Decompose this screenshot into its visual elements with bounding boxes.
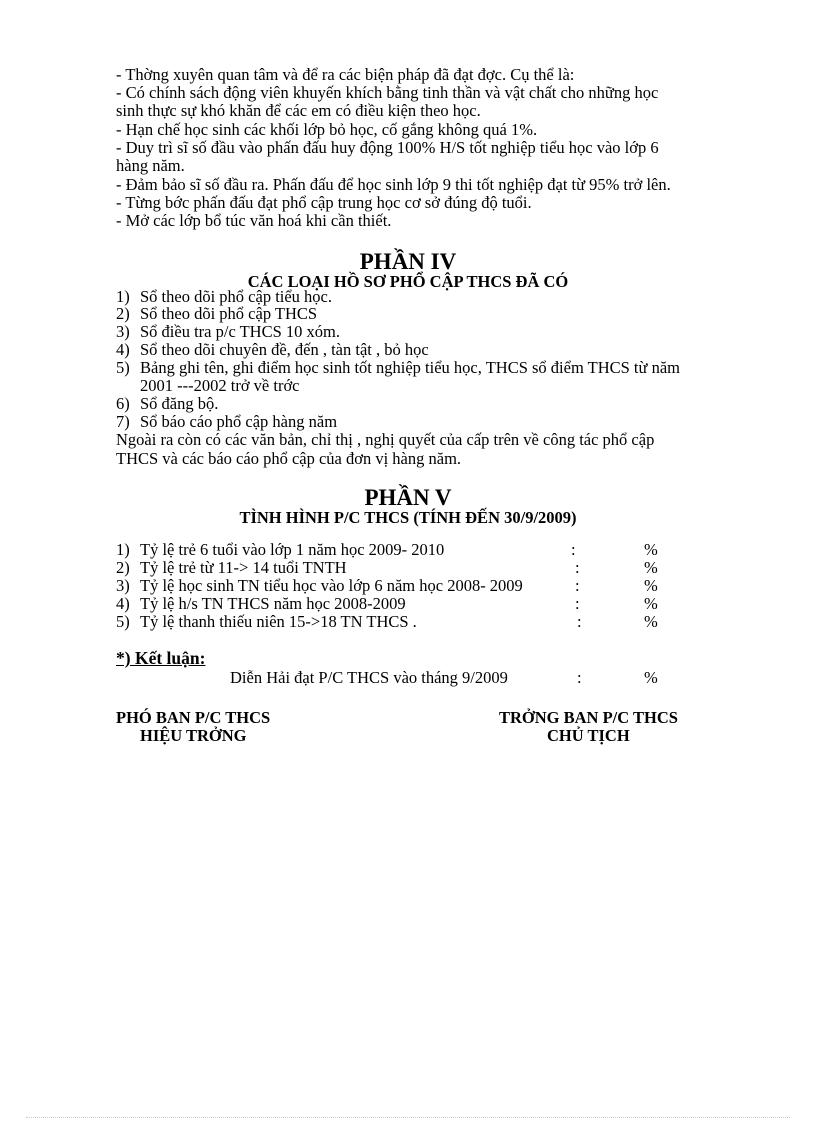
part5-item-3-percent: %	[644, 576, 658, 595]
page-bottom-border	[26, 1117, 790, 1118]
part5-item-3-text: Tỷ lệ học sinh TN tiểu học vào lớp 6 năm học 2008- 2009	[140, 576, 523, 595]
part5-item-1-text: Tỷ lệ trẻ 6 tuổi vào lớp 1 năm học 2009- 2010	[140, 540, 445, 559]
intro-line-3: sinh thực sự khó khăn để các em có điều kiện theo học.	[116, 101, 481, 120]
intro-line-9: - Mở các lớp bổ túc văn hoá khi cần thiết.	[116, 211, 392, 230]
intro-line-5: - Duy trì sĩ số đầu vào phấn đấu huy động 100% H/S tốt nghiệp tiểu học vào lớp 6	[116, 138, 659, 157]
part4-item-7-text: Sổ báo cáo phổ cập hàng năm	[140, 412, 338, 431]
part5-item-1-percent: %	[644, 540, 658, 559]
part5-item-2-number: 2)	[116, 558, 130, 577]
part5-item-1-colon: :	[571, 540, 576, 559]
part5-item-2-text: Tỷ lệ trẻ từ 11-> 14 tuổi TNTH	[140, 558, 347, 577]
intro-line-7: - Đảm bảo sĩ số đầu ra. Phấn đấu để học sinh lớp 9 thi tốt nghiệp đạt từ 95% trở lên.	[116, 175, 671, 194]
part5-item-2-colon: :	[575, 558, 580, 577]
intro-line-1: - Thờng xuyên quan tâm và để ra các biện pháp đã đạt đợc. Cụ thể là:	[116, 65, 575, 84]
conclusion-text: Diễn Hải đạt P/C THCS vào tháng 9/2009	[230, 668, 508, 687]
signature-right-role: CHỦ TỊCH	[547, 726, 630, 745]
part5-item-4-colon: :	[575, 594, 580, 613]
intro-line-8: - Từng bớc phấn đấu đạt phổ cập trung học cơ sở đúng độ tuổi.	[116, 193, 532, 212]
part4-item-5-number: 5)	[116, 358, 130, 377]
part4-item-5-text: Bảng ghi tên, ghi điểm học sinh tốt nghiệp tiểu học, THCS sổ điểm THCS từ năm	[140, 358, 680, 377]
part5-item-2-percent: %	[644, 558, 658, 577]
part4-item-2-text: Sổ theo dõi phổ cập THCS	[140, 304, 318, 323]
part5-item-4-number: 4)	[116, 594, 130, 613]
part5-item-5-percent: %	[644, 612, 658, 631]
part4-item-6-number: 6)	[116, 394, 130, 413]
part4-item-4-text: Sổ theo dõi chuyên đề, đến , tàn tật , bỏ học	[140, 340, 429, 359]
part5-item-4-text: Tỷ lệ h/s TN THCS năm học 2008-2009	[140, 594, 406, 613]
part4-item-4-number: 4)	[116, 340, 130, 359]
part4-item-1-number: 1)	[116, 287, 130, 306]
part5-subtitle: TÌNH HÌNH P/C THCS (TÍNH ĐẾN 30/9/2009)	[239, 508, 577, 527]
part4-item-1-text: Sổ theo dõi phổ cập tiểu học.	[140, 287, 333, 306]
part5-item-5-colon: :	[577, 612, 582, 631]
part5-item-5-number: 5)	[116, 612, 130, 631]
signature-right-title: TRỞNG BAN P/C THCS	[499, 708, 678, 727]
signature-left-title: PHÓ BAN P/C THCS	[116, 708, 271, 727]
part5-item-3-colon: :	[575, 576, 580, 595]
part5-item-4-percent: %	[644, 594, 658, 613]
intro-line-2: - Có chính sách động viên khuyến khích bằng tinh thần và vật chất cho những học	[116, 83, 659, 102]
intro-line-4: - Hạn chế học sinh các khối lớp bỏ học, cố gắng không quá 1%.	[116, 120, 538, 139]
part5-item-1-number: 1)	[116, 540, 130, 559]
part4-title: PHẦN IV	[359, 249, 457, 274]
part5-item-3-number: 3)	[116, 576, 130, 595]
part4-note-line-2: THCS và các báo cáo phổ cập của đơn vị hàng năm.	[116, 449, 462, 468]
part4-item-7-number: 7)	[116, 412, 130, 431]
part4-item-3-text: Sổ điều tra p/c THCS 10 xóm.	[140, 322, 340, 341]
signature-left-role: HIỆU TRỞNG	[140, 726, 247, 745]
conclusion-colon: :	[577, 668, 582, 687]
part4-note-line-1: Ngoài ra còn có các văn bản, chỉ thị , nghị quyết của cấp trên về công tác phổ cập	[116, 430, 655, 449]
intro-line-6: hàng năm.	[116, 156, 185, 175]
part5-item-5-text: Tỷ lệ thanh thiếu niên 15->18 TN THCS .	[140, 612, 417, 631]
conclusion-percent: %	[644, 668, 658, 687]
part4-item-6-text: Sổ đăng bộ.	[140, 394, 219, 413]
part4-item-2-number: 2)	[116, 304, 130, 323]
part4-item-5-continuation: 2001 ---2002 trở về trớc	[140, 376, 300, 395]
part4-subtitle: CÁC LOẠI HỒ SƠ PHỔ CẬP THCS ĐÃ CÓ	[247, 272, 569, 291]
conclusion-heading: *) Kết luận:	[116, 648, 206, 668]
part4-item-3-number: 3)	[116, 322, 130, 341]
part5-title: PHẦN V	[364, 485, 452, 510]
